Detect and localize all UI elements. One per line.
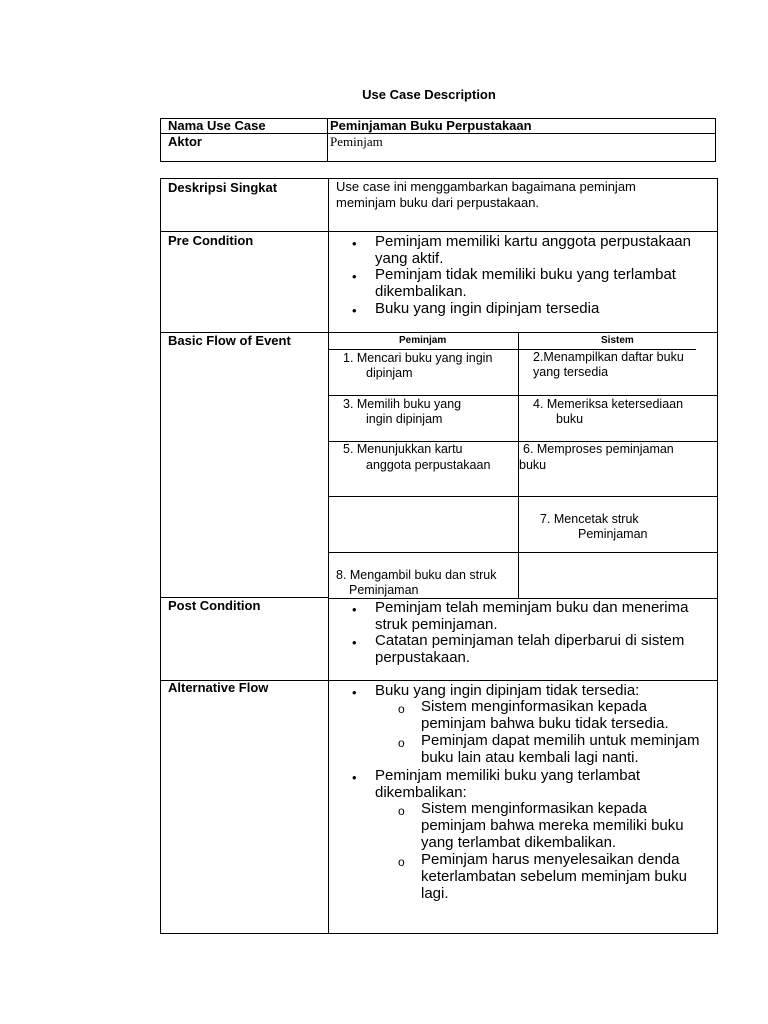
bullet-icon: • (352, 303, 357, 318)
flow-step: 3. Memilih buku yang (343, 397, 462, 411)
flow-step: 4. Memeriksa ketersediaan (533, 397, 684, 411)
page-title: Use Case Description (362, 87, 496, 102)
sub-bullet-icon: o (398, 736, 405, 750)
alternative-flow-item: Peminjam memiliki buku yang terlambat (375, 767, 641, 784)
alternative-flow-item: dikembalikan: (375, 784, 467, 801)
sub-bullet-icon: o (398, 804, 405, 818)
alternative-flow-subitem: lagi. (421, 885, 449, 902)
post-condition-item: perpustakaan. (375, 649, 471, 666)
post-condition-item: struk peminjaman. (375, 616, 498, 633)
row-divider (160, 231, 718, 232)
flow-step: 2.Menampilkan daftar buku (533, 350, 684, 364)
pre-condition-item: Peminjam tidak memiliki buku yang terlambat (375, 266, 676, 283)
column-divider (327, 119, 328, 161)
bullet-icon: • (352, 635, 357, 650)
alternative-flow-subitem: buku lain atau kembali lagi nanti. (421, 749, 639, 766)
flow-step: Peminjaman (349, 583, 419, 597)
pre-condition-item: dikembalikan. (375, 283, 467, 300)
alternative-flow-subitem: Peminjam harus menyelesaikan denda (421, 851, 680, 868)
main-column-divider (328, 178, 329, 934)
sub-bullet-icon: o (398, 855, 405, 869)
flow-step: anggota perpustakaan (366, 458, 491, 472)
flow-step: yang tersedia (533, 365, 609, 379)
post-condition-item: Peminjam telah meminjam buku dan menerima (375, 599, 689, 616)
flow-row-divider (328, 496, 718, 497)
description-line: Use case ini menggambarkan bagaimana peminjam (336, 179, 636, 194)
flow-row-divider (328, 395, 718, 396)
sub-bullet-icon: o (398, 702, 405, 716)
use-case-name-value: Peminjaman Buku Perpustakaan (330, 118, 532, 133)
pre-condition-item: Buku yang ingin dipinjam tersedia (375, 300, 600, 317)
alternative-flow-item: Buku yang ingin dipinjam tidak tersedia: (375, 682, 640, 699)
alternative-flow-subitem: peminjam bahwa buku tidak tersedia. (421, 715, 669, 732)
basic-flow-label: Basic Flow of Event (168, 333, 291, 348)
flow-step: buku (556, 412, 584, 426)
pre-condition-label: Pre Condition (168, 233, 254, 248)
flow-step: Peminjaman (578, 527, 648, 541)
bullet-icon: • (352, 770, 357, 785)
bullet-icon: • (352, 685, 357, 700)
pre-condition-item: yang aktif. (375, 250, 444, 267)
post-condition-item: Catatan peminjaman telah diperbarui di sistem (375, 632, 685, 649)
system-column-header: Sistem (601, 335, 634, 346)
alternative-flow-subitem: Sistem menginformasikan kepada (421, 800, 647, 817)
flow-step: ingin dipinjam (366, 412, 443, 426)
alternative-flow-subitem: yang terlambat dikembalikan. (421, 834, 617, 851)
post-condition-label: Post Condition (168, 598, 261, 613)
flow-step: dipinjam (366, 366, 413, 380)
alternative-flow-subitem: keterlambatan sebelum meminjam buku (421, 868, 687, 885)
bullet-icon: • (352, 236, 357, 251)
flow-step: 1. Mencari buku yang ingin (343, 351, 493, 365)
flow-step: 5. Menunjukkan kartu (343, 442, 463, 456)
description-line: meminjam buku dari perpustakaan. (336, 195, 540, 210)
alternative-flow-subitem: Sistem menginformasikan kepada (421, 698, 647, 715)
flow-step: 8. Mengambil buku dan struk (336, 568, 497, 582)
actor-label: Aktor (168, 134, 202, 149)
actor-value: Peminjam (330, 134, 383, 149)
actor-column-header: Peminjam (399, 335, 447, 346)
bullet-icon: • (352, 602, 357, 617)
alternative-flow-subitem: peminjam bahwa mereka memiliki buku (421, 817, 684, 834)
row-divider (161, 133, 715, 134)
flow-step: 7. Mencetak struk (540, 512, 639, 526)
flow-step: buku (519, 458, 547, 472)
bullet-icon: • (352, 269, 357, 284)
alternative-flow-subitem: Peminjam dapat memilih untuk meminjam (421, 732, 700, 749)
use-case-name-label: Nama Use Case (168, 118, 266, 133)
flow-step: 6. Memproses peminjaman (523, 442, 674, 456)
alternative-flow-label: Alternative Flow (168, 680, 269, 695)
description-label: Deskripsi Singkat (168, 180, 278, 195)
flow-row-divider (328, 552, 718, 553)
pre-condition-item: Peminjam memiliki kartu anggota perpustakaan (375, 233, 691, 250)
